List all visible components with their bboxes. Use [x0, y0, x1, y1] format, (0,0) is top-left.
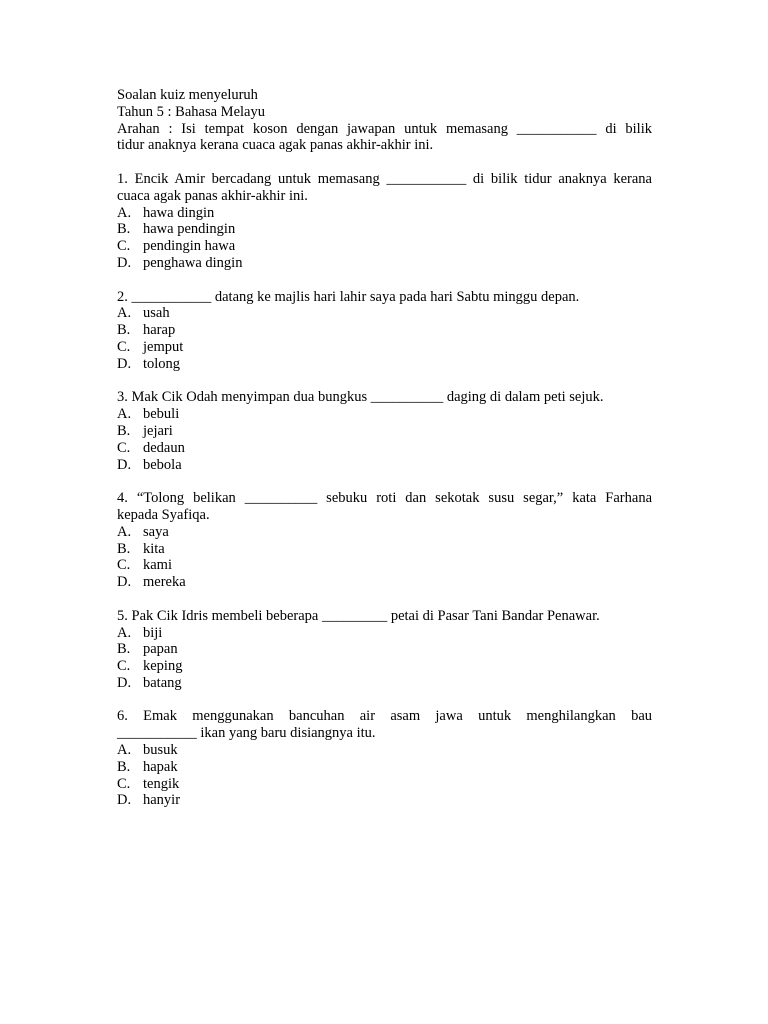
answer-option	[117, 524, 652, 541]
spacer	[117, 473, 652, 490]
option-letter: C.	[117, 658, 131, 675]
spacer	[117, 373, 652, 390]
option-text: kami	[143, 557, 172, 574]
option-letter: B.	[117, 758, 131, 775]
instruction-line-2: tidur anaknya kerana cuaca agak panas akhir-akhir ini.	[117, 137, 434, 154]
option-text: tolong	[143, 355, 181, 372]
answer-option	[117, 406, 652, 423]
option-letter: C.	[117, 557, 131, 574]
option-letter: B.	[117, 221, 131, 238]
question-text-line-1: 5. Pak Cik Idris membeli beberapa _________ petai di Pasar Tani Bandar Penawar.	[117, 607, 600, 624]
answer-option	[117, 205, 652, 222]
question-text-line-1: 6. Emak menggunakan bancuhan air asam jawa untuk menghilangkan bau	[117, 708, 652, 725]
option-letter: A.	[117, 204, 132, 221]
question-text-line-1: 2. ___________ datang ke majlis hari lahir saya pada hari Sabtu minggu depan.	[117, 288, 580, 305]
question-list	[117, 171, 652, 809]
answer-option	[117, 322, 652, 339]
option-letter: D.	[117, 574, 132, 591]
option-text: jejari	[143, 422, 173, 439]
option-letter: B.	[117, 422, 131, 439]
spacer	[117, 692, 652, 709]
answer-option	[117, 305, 652, 322]
option-letter: D.	[117, 355, 132, 372]
answer-option	[117, 625, 652, 642]
option-letter: A.	[117, 624, 132, 641]
option-letter: B.	[117, 641, 131, 658]
option-letter: C.	[117, 775, 131, 792]
answer-option	[117, 440, 652, 457]
question-text-line-2: kepada Syafiqa.	[117, 506, 210, 523]
option-text: biji	[143, 624, 163, 641]
option-text: dedaun	[143, 439, 185, 456]
answer-option	[117, 742, 652, 759]
option-letter: C.	[117, 238, 131, 255]
grade-subject: Tahun 5 : Bahasa Melayu	[117, 103, 265, 120]
answer-option	[117, 776, 652, 793]
option-text: batang	[143, 674, 182, 691]
option-letter: D.	[117, 674, 132, 691]
option-text: hapak	[143, 758, 178, 775]
option-text: hawa pendingin	[143, 221, 236, 238]
option-letter: D.	[117, 792, 132, 809]
quiz-document	[117, 87, 652, 809]
option-letter: A.	[117, 742, 132, 759]
option-text: kita	[143, 540, 165, 557]
option-letter: A.	[117, 406, 132, 423]
option-text: jemput	[143, 338, 184, 355]
answer-option	[117, 792, 652, 809]
option-text: usah	[143, 305, 170, 322]
option-text: harap	[143, 322, 176, 339]
option-letter: C.	[117, 338, 131, 355]
option-letter: C.	[117, 439, 131, 456]
answer-option	[117, 658, 652, 675]
answer-option	[117, 221, 652, 238]
answer-option	[117, 423, 652, 440]
question-6	[117, 708, 652, 809]
option-text: bebola	[143, 456, 182, 473]
option-text: penghawa dingin	[143, 254, 243, 271]
option-letter: A.	[117, 305, 132, 322]
question-4	[117, 490, 652, 608]
question-text-line-2: ___________ ikan yang baru disiangnya itu.	[117, 725, 376, 742]
option-text: mereka	[143, 574, 186, 591]
answer-option	[117, 255, 652, 272]
option-text: pendingin hawa	[143, 238, 236, 255]
question-text-line-1: 4. “Tolong belikan __________ sebuku roti dan sekotak susu segar,” kata Farhana	[117, 490, 652, 507]
answer-option	[117, 339, 652, 356]
question-3	[117, 389, 652, 490]
question-2	[117, 289, 652, 390]
question-text-line-2: cuaca agak panas akhir-akhir ini.	[117, 187, 308, 204]
answer-option	[117, 574, 652, 591]
option-text: papan	[143, 641, 178, 658]
option-text: tengik	[143, 775, 180, 792]
option-letter: B.	[117, 322, 131, 339]
option-text: hanyir	[143, 792, 181, 809]
answer-option	[117, 641, 652, 658]
option-text: busuk	[143, 742, 178, 759]
question-text-line-1: 1. Encik Amir bercadang untuk memasang ___________ di bilik tidur anaknya kerana	[117, 170, 652, 187]
answer-option	[117, 557, 652, 574]
answer-option	[117, 238, 652, 255]
option-letter: D.	[117, 456, 132, 473]
answer-option	[117, 356, 652, 373]
option-text: bebuli	[143, 406, 180, 423]
answer-option	[117, 675, 652, 692]
answer-option	[117, 541, 652, 558]
option-text: saya	[143, 523, 169, 540]
option-text: keping	[143, 658, 183, 675]
question-text-line-1: 3. Mak Cik Odah menyimpan dua bungkus __________ daging di dalam peti sejuk.	[117, 389, 604, 406]
spacer	[117, 272, 652, 289]
answer-option	[117, 759, 652, 776]
instruction-line-1: Arahan : Isi tempat koson dengan jawapan untuk memasang ___________ di bilik	[117, 120, 652, 137]
spacer	[117, 591, 652, 608]
spacer	[117, 154, 652, 171]
option-letter: A.	[117, 523, 132, 540]
option-letter: B.	[117, 540, 131, 557]
option-letter: D.	[117, 254, 132, 271]
question-1	[117, 171, 652, 289]
question-5	[117, 608, 652, 709]
answer-option	[117, 457, 652, 474]
quiz-title: Soalan kuiz menyeluruh	[117, 87, 258, 103]
option-text: hawa dingin	[143, 204, 215, 221]
